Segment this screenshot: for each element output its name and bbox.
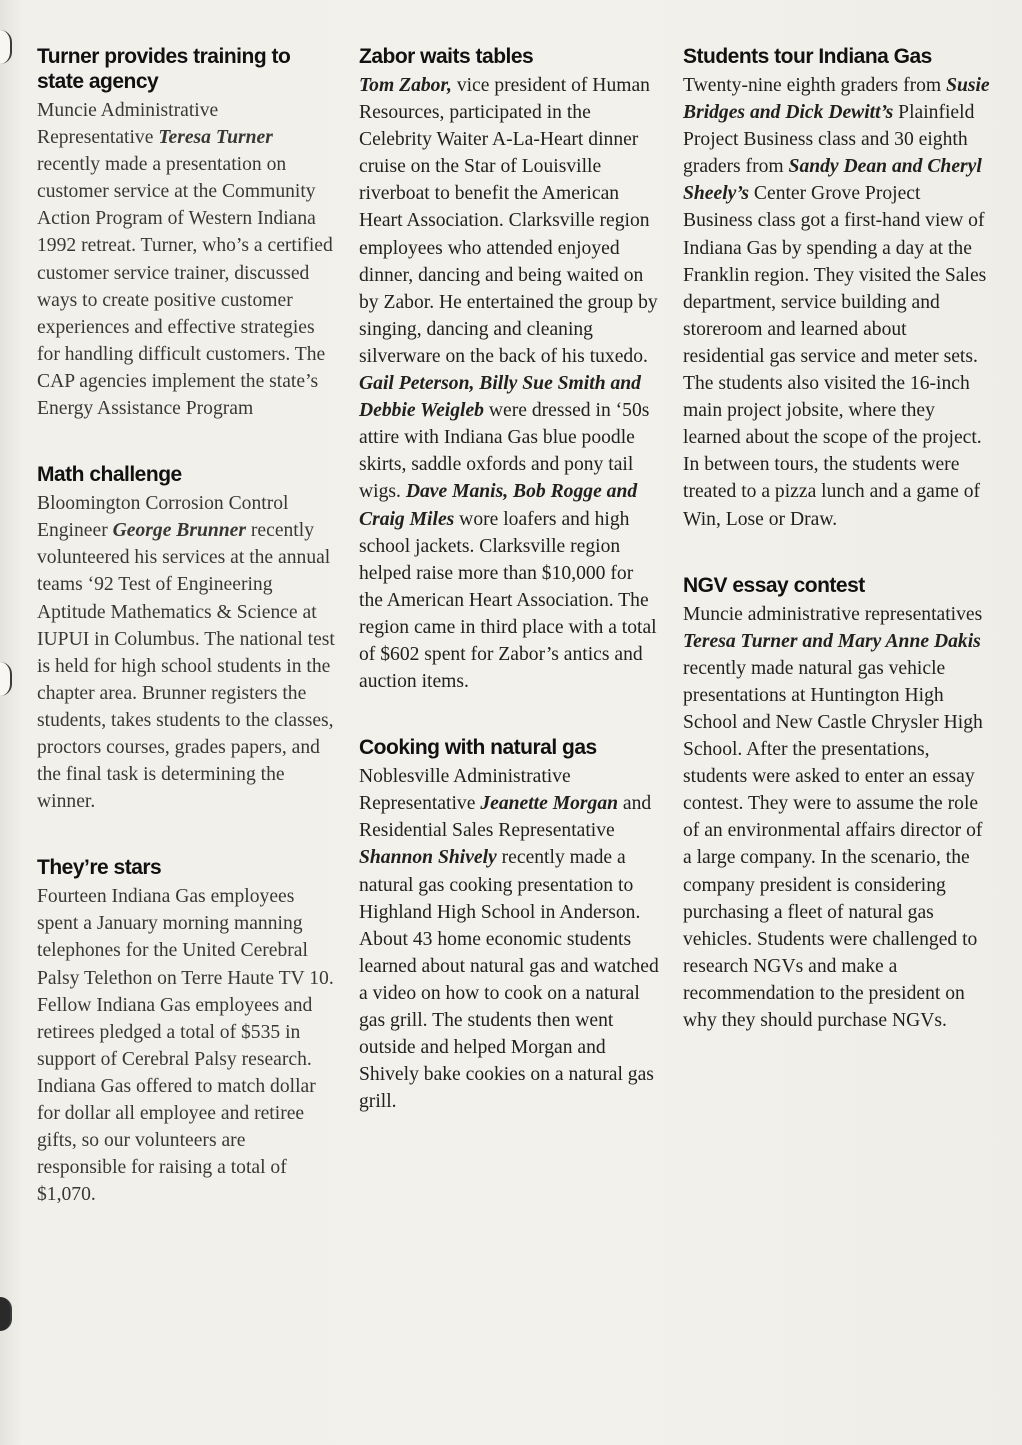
article-headline: Zabor waits tables [359, 45, 534, 68]
person-name: Shannon Shively [359, 847, 497, 869]
article-headline: Math challenge [37, 463, 182, 487]
body-text: Fourteen Indiana Gas employees spent a January morning manning telephones for the United Cerebral Palsy Telethon on Terre Haute TV 10. Fellow Indiana Gas employees and retirees pledged a total of $535 in support of Cerebral Palsy research. Indiana Gas offered to match dollar for dollar all employee and retiree gifts, so our volunteers are responsible for raising a total of $1,070. [37, 886, 334, 1206]
body-text: Muncie administrative representatives [683, 603, 983, 625]
person-name: Dave Manis, Bob Rogge and Craig Miles [359, 481, 638, 530]
person-name: Gail Peterson, Billy Sue Smith and Debbie Weigleb [359, 373, 641, 422]
body-text: recently made natural gas vehicle presentations at Huntington High School and New Castle Chrysler High School. After the presentations, students were asked to enter an essay contest. They were to assume the role of an environmental affairs director of a large company. In the scenario, the company president is considering purchasing a fleet of natural gas vehicles. Students were challenged to research NGVs and make a recommendation to the president on why they should purchase NGVs. [683, 657, 983, 1031]
person-name: Teresa Turner and Mary Anne Dakis [683, 630, 981, 652]
article-math-challenge [37, 462, 337, 815]
article-body [683, 72, 993, 533]
article-body [683, 601, 993, 1035]
binder-hole-mark [0, 30, 12, 64]
article-headline: Students tour Indiana Gas [683, 45, 932, 68]
body-text: Muncie Administrative Representative [37, 100, 219, 149]
article-body [37, 883, 337, 1208]
article-body [37, 490, 337, 815]
body-text: Twenty-nine eighth graders from [683, 75, 947, 96]
body-text: recently made a presentation on customer service at the Community Action Program of Western Indiana 1992 retreat. Turner, who’s a certified customer service trainer, discussed ways to create positive customer experiences and effective strategies for handling difficult customers. The CAP agencies implement the state’s Energy Assistance Program [37, 154, 333, 420]
article-headline: Turner provides training to state agency [37, 45, 291, 93]
person-name: Jeanette Morgan [480, 793, 619, 815]
article-body [359, 763, 659, 1115]
binder-hole-mark [0, 662, 12, 696]
article-headline: NGV essay contest [683, 573, 865, 597]
article-body [359, 72, 659, 695]
body-text: and Residential Sales Representative [359, 793, 652, 842]
article-headline: They’re stars [37, 856, 162, 880]
article-ngv [683, 573, 993, 1035]
column-middle [359, 44, 659, 1155]
article-turner [37, 44, 337, 422]
column-right [683, 44, 993, 1074]
body-text: Noblesville Administrative Representative [359, 766, 571, 815]
body-text: were dressed in ‘50s attire with Indiana Gas blue poodle skirts, saddle oxfords and pony tail wigs. [359, 400, 650, 503]
binder-hole-mark [0, 1297, 12, 1331]
body-text: wore loafers and high school jackets. Clarksville region helped raise more than $10,000 for the American Heart Association. The region came in third place with a total of $602 spent for Zabor’s antics and auction items. [359, 508, 657, 693]
body-text: Plainfield Project Business class and 30 eighth graders from [683, 102, 975, 178]
person-name: George Brunner [112, 520, 246, 542]
body-text: vice president of Human Resources, participated in the Celebrity Waiter A-La-Heart dinner cruise on the Star of Louisville riverboat to benefit the American Heart Association. Clarksville region employees who attended enjoyed dinner, dancing and being waited on by Zabor. He entertained the group by singing, dancing and cleaning silverware on the back of his tuxedo. [359, 75, 658, 367]
column-left [37, 44, 337, 1248]
body-text: recently made a natural gas cooking presentation to Highland High School in Anderson. About 43 home economic students learned about natural gas and watched a video on how to cook on a natural gas grill. The students then went outside and helped Morgan and Shively bake cookies on a natural gas grill. [359, 847, 659, 1113]
article-tour [683, 44, 993, 533]
article-body [37, 97, 337, 422]
article-stars [37, 855, 337, 1208]
person-name: Teresa Turner [158, 127, 273, 149]
article-cooking [359, 735, 659, 1115]
person-name: Sandy Dean and Cheryl Sheely’s [683, 156, 982, 205]
body-text: Bloomington Corrosion Control Engineer [37, 493, 289, 542]
body-text: Center Grove Project Business class got a first-hand view of Indiana Gas by spending a day at the Franklin region. They visited the Sales department, service building and storeroom and learned about residential gas service and meter sets. The students also visited the 16-inch main project jobsite, where they learned about the scope of the project. In between tours, the students were treated to a pizza lunch and a game of Win, Lose or Draw. [683, 183, 987, 530]
person-name: Susie Bridges and Dick Dewitt’s [683, 75, 990, 124]
article-zabor [359, 44, 659, 695]
article-headline: Cooking with natural gas [359, 736, 597, 760]
body-text: recently volunteered his services at the annual teams ‘92 Test of Engineering Aptitude Mathematics & Science at IUPUI in Columbus. The national test is held for high school students in the chapter area. Brunner registers the students, takes students to the classes, proctors courses, grades papers, and the final task is determining the winner. [37, 520, 335, 813]
person-name: Tom Zabor, [359, 75, 452, 96]
